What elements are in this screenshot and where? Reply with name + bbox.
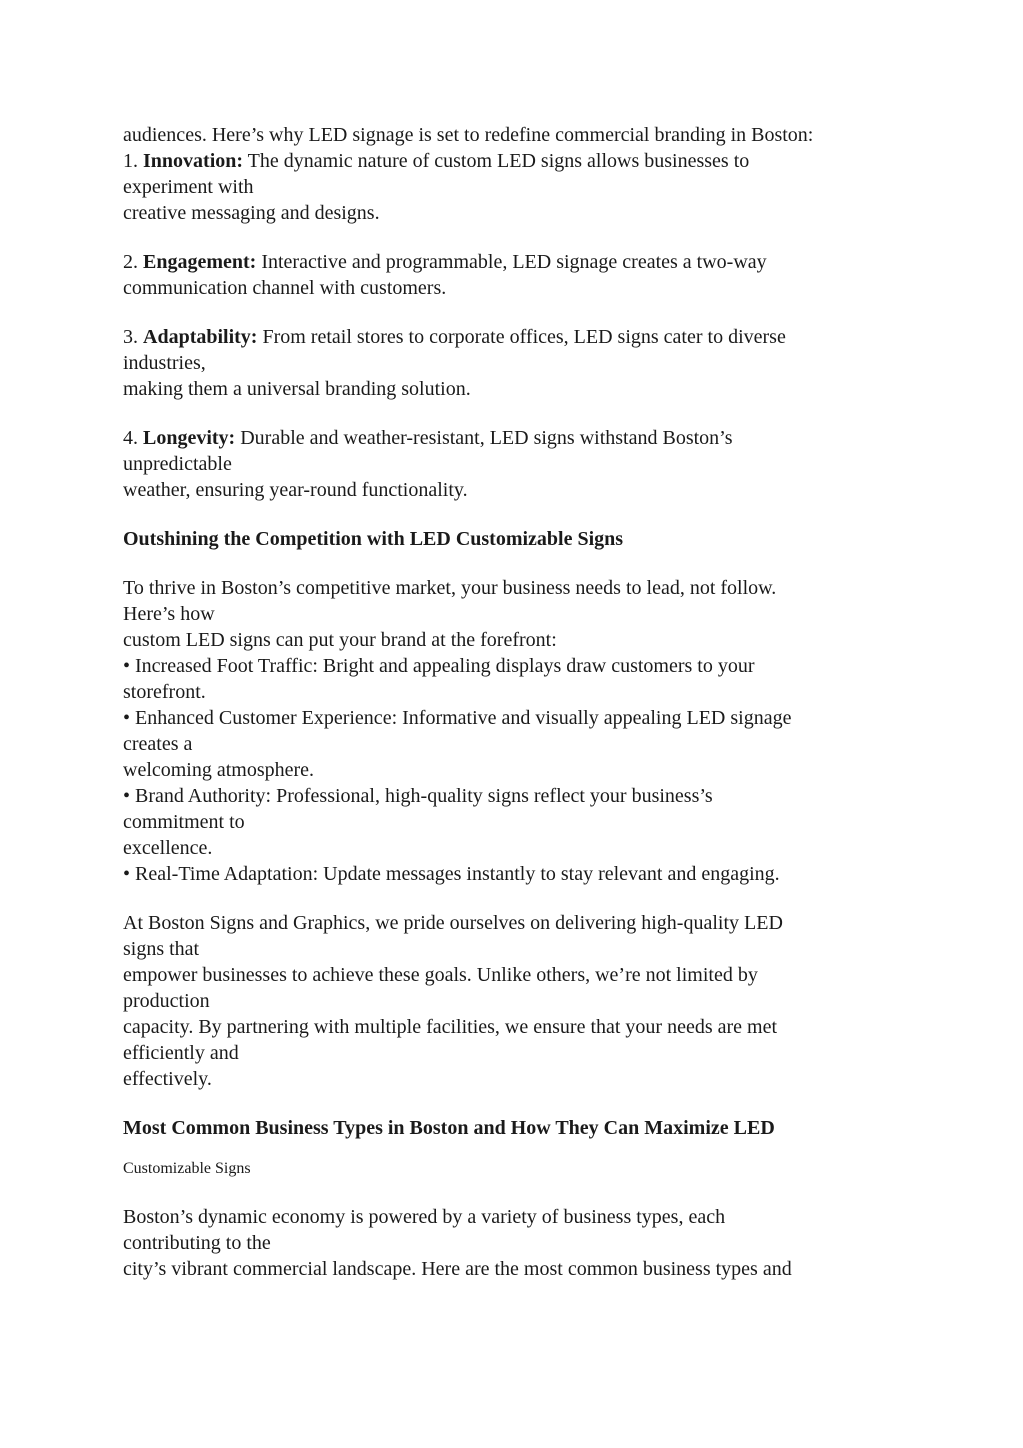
reason-4-line: unpredictable [123,453,232,475]
reason-2-title: Engagement: [143,251,257,273]
reason-3-text: From retail stores to corporate offices, LED signs cater to diverse [257,326,786,348]
reason-4-title: Longevity: [143,427,236,449]
reason-1-line: creative messaging and designs. [123,202,380,224]
bullet-foot-traffic: • Increased Foot Traffic: Bright and appealing displays draw customers to your [123,655,755,677]
section-heading-business-types: Most Common Business Types in Boston and How They Can Maximize LED [123,1117,775,1139]
reason-4-line: weather, ensuring year-round functionality. [123,479,468,501]
reason-3-first-line [123,324,913,350]
section-1-para2-line: empower businesses to achieve these goals. Unlike others, we’re not limited by [123,964,758,986]
section-2-line: city’s vibrant commercial landscape. Here are the most common business types and [123,1258,792,1280]
reason-2-number: 2. [123,251,143,273]
section-1-line: Here’s how [123,603,215,625]
section-1-line: storefront. [123,681,206,703]
bullet-real-time-adaptation: • Real-Time Adaptation: Update messages instantly to stay relevant and engaging. [123,863,780,885]
reason-2-line: communication channel with customers. [123,277,447,299]
reason-1-title: Innovation: [143,150,244,172]
reason-2-text: Interactive and programmable, LED signage creates a two-way [256,251,767,273]
section-1-line: excellence. [123,837,213,859]
section-1-para2-line: At Boston Signs and Graphics, we pride ourselves on delivering high-quality LED [123,912,783,934]
document-page [123,122,913,1282]
reason-2-first-line [123,249,913,275]
intro-line: audiences. Here’s why LED signage is set to redefine commercial branding in Boston: [123,124,814,146]
section-1-para2-line: signs that [123,938,200,960]
reason-4-text: Durable and weather-resistant, LED signs withstand Boston’s [235,427,733,449]
section-1-line: custom LED signs can put your brand at the forefront: [123,629,557,651]
section-1-line: To thrive in Boston’s competitive market, your business needs to lead, not follow. [123,577,777,599]
reason-1-line: experiment with [123,176,254,198]
section-1-line: commitment to [123,811,245,833]
reason-3-title: Adaptability: [143,326,258,348]
bullet-brand-authority: • Brand Authority: Professional, high-quality signs reflect your business’s [123,785,713,807]
section-1-line: welcoming atmosphere. [123,759,315,781]
section-1-line: creates a [123,733,193,755]
reason-1-first-line [123,148,913,174]
reason-4-number: 4. [123,427,143,449]
section-1-para2-line: production [123,990,210,1012]
section-1-para2-line: capacity. By partnering with multiple facilities, we ensure that your needs are met [123,1016,778,1038]
reason-3-number: 3. [123,326,143,348]
reason-1-text: The dynamic nature of custom LED signs allows businesses to [243,150,750,172]
bullet-customer-experience: • Enhanced Customer Experience: Informative and visually appealing LED signage [123,707,792,729]
section-2-line: contributing to the [123,1232,271,1254]
reason-3-line: industries, [123,352,206,374]
section-subheading: Customizable Signs [123,1160,251,1177]
section-1-para2-line: effectively. [123,1068,212,1090]
reason-1-number: 1. [123,150,143,172]
section-2-line: Boston’s dynamic economy is powered by a variety of business types, each [123,1206,726,1228]
section-heading-outshining: Outshining the Competition with LED Customizable Signs [123,528,624,550]
reason-4-first-line [123,425,913,451]
section-1-para2-line: efficiently and [123,1042,239,1064]
reason-3-line: making them a universal branding solution. [123,378,471,400]
